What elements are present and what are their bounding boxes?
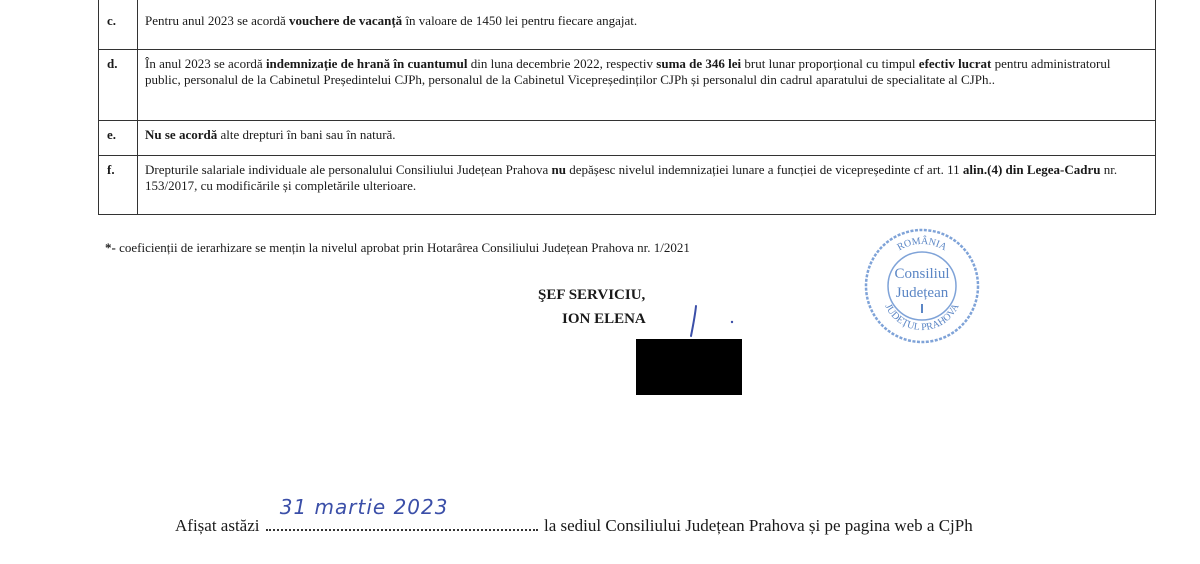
row-letter: c. — [99, 0, 138, 50]
posted-suffix: la sediul Consiliului Județean Prahova și pe pagina web a CjPh — [539, 516, 973, 535]
row-text: În anul 2023 se acordă indemnizație de hrană în cuantumul din luna decembrie 2022, respectiv suma de 346 lei brut lunar proporțional cu timpul efectiv lucrat pentru administratorul public, personalul de la Cabinetul Președintelui CJPh, personalul de la Cabinetul Vicepreședinților CJPh și personalul din cadrul aparatului de specialitate al CJPh.. — [138, 50, 1156, 121]
posting-statement — [175, 495, 973, 536]
table-row — [99, 50, 1156, 121]
table-row — [99, 121, 1156, 156]
signature-name: ION ELENA — [562, 311, 646, 327]
svg-text:ROMÂNIA — [896, 235, 950, 254]
date-line — [266, 495, 538, 531]
official-stamp — [860, 224, 984, 348]
table-row — [99, 156, 1156, 215]
stamp-top-arc: ROMÂNIA — [895, 235, 949, 254]
handwritten-date: 31 martie 2023 — [279, 495, 449, 519]
table-row — [99, 0, 1156, 50]
redaction-box — [636, 339, 742, 395]
row-letter: e. — [99, 121, 138, 156]
signature-block — [538, 283, 646, 331]
stamp-line-1: Consiliul — [894, 266, 950, 282]
footnote: *- coeficienții de ierarhizare se mențin la nivelul aprobat prin Hotarârea Consiliului Județean Prahova nr. 1/2021 — [105, 240, 690, 255]
row-text: Drepturile salariale individuale ale personalului Consiliului Județean Prahova nu depășesc nivelul indemnizației lunare a funcției de vicepreședinte cf art. 11 alin.(4) din Legea-Cadru nr. 153/2017, cu modificările și completările ulterioare. — [138, 156, 1156, 215]
row-letter: f. — [99, 156, 138, 215]
posted-prefix: Afișat astăzi — [175, 516, 264, 535]
row-text: Nu se acordă alte drepturi în bani sau în natură. — [138, 121, 1156, 156]
stamp-line-2: Județean — [895, 285, 949, 301]
row-letter: d. — [99, 50, 138, 121]
row-text: Pentru anul 2023 se acordă vouchere de vacanță în valoare de 1450 lei pentru fiecare angajat. — [138, 0, 1156, 50]
document-table — [98, 0, 1156, 215]
signature-title: ŞEF SERVICIU, — [538, 287, 646, 303]
signature-pen-mark — [682, 300, 742, 340]
stamp-bottom-arc: JUDEȚUL PRAHOVA — [882, 301, 962, 334]
